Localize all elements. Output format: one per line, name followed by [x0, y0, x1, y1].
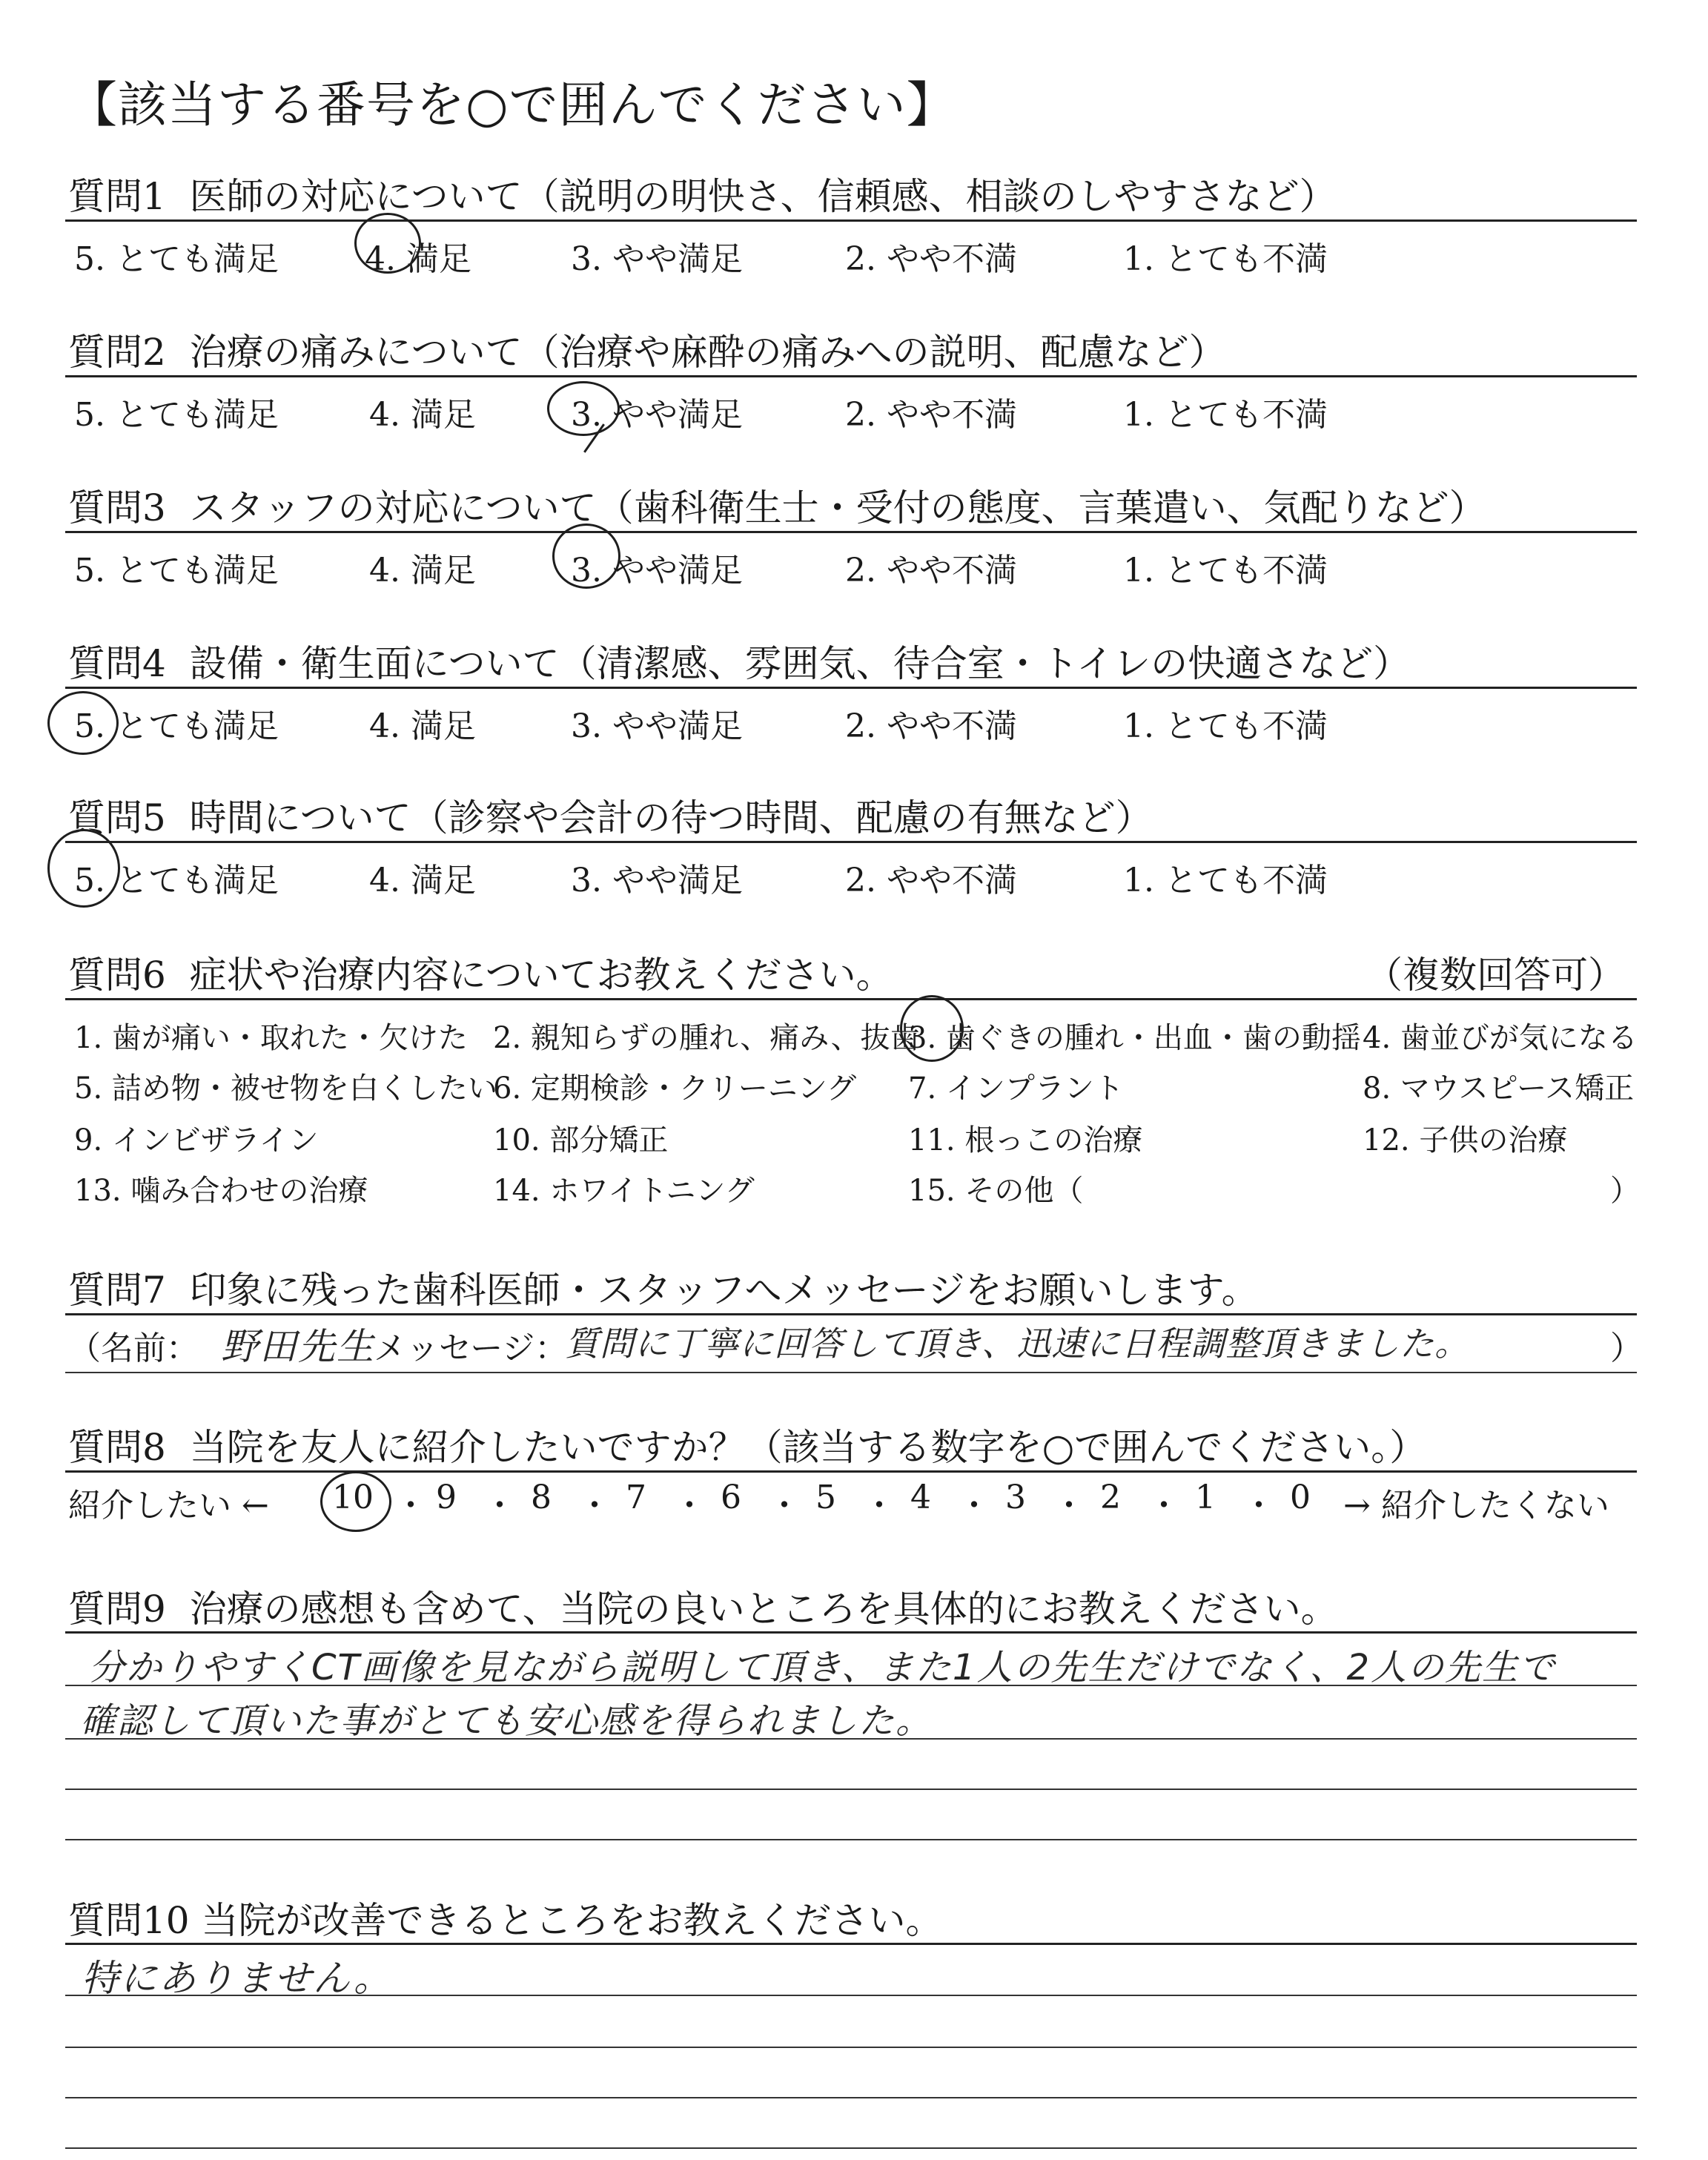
question-5-rule — [65, 841, 1637, 843]
q10-answer-line-1[interactable]: 特にありません。 — [82, 1957, 392, 2000]
q6-item-7[interactable]: 7. インプラント — [908, 1071, 1124, 1106]
question-2-text: 治療の痛みについて（治療や麻酔の痛みへの説明、配慮など） — [189, 331, 1226, 374]
question-4-text: 設備・衛生面について（清潔感、雰囲気、待合室・トイレの快適さなど） — [189, 642, 1411, 685]
q6-item-13[interactable]: 13. 噛み合わせの治療 — [74, 1174, 368, 1208]
q8-score-10[interactable]: 10 — [332, 1479, 374, 1516]
question-2 — [68, 323, 1226, 376]
question-10-text: 当院が改善できるところをお教えください。 — [201, 1899, 943, 1942]
question-6 — [68, 945, 893, 999]
q5-option-3[interactable]: 3. やや満足 — [571, 862, 743, 899]
q2-option-5[interactable]: 5. とても満足 — [74, 396, 279, 434]
q6-item-15-close: ） — [1610, 1174, 1640, 1208]
q1-option-1[interactable]: 1. とても不満 — [1123, 240, 1328, 278]
question-3 — [68, 478, 1486, 532]
q6-item-15[interactable]: 15. その他（ — [908, 1174, 1084, 1208]
q7-name-value[interactable]: 野田先生 — [221, 1325, 375, 1368]
question-1-text: 医師の対応について（説明の明快さ、信頼感、相談のしやすさなど） — [189, 175, 1337, 218]
q7-message-label: メッセージ： — [374, 1330, 568, 1367]
question-7-rule — [65, 1313, 1637, 1315]
q8-score-0[interactable]: 0 — [1290, 1479, 1311, 1516]
q6-item-14[interactable]: 14. ホワイトニング — [493, 1174, 755, 1208]
q4-option-3[interactable]: 3. やや満足 — [571, 707, 743, 745]
q10-line-4 — [65, 2147, 1637, 2149]
question-6-note: （複数回答可） — [1366, 954, 1625, 997]
question-9-label: 質問9 — [68, 1588, 166, 1631]
q4-option-1[interactable]: 1. とても不満 — [1123, 707, 1328, 745]
q8-score-9[interactable]: 9 — [436, 1479, 457, 1516]
q8-score-2[interactable]: 2 — [1100, 1479, 1121, 1516]
page-title: 【該当する番号を○で囲んでください】 — [68, 76, 956, 133]
q3-option-4[interactable]: 4. 満足 — [369, 552, 476, 589]
question-5 — [68, 788, 1153, 842]
question-3-text: スタッフの対応について（歯科衛生士・受付の態度、言葉遣い、気配りなど） — [189, 486, 1486, 529]
q6-item-6[interactable]: 6. 定期検診・クリーニング — [493, 1071, 857, 1106]
q3-option-5[interactable]: 5. とても満足 — [74, 552, 279, 589]
question-10-label: 質問10 — [68, 1899, 190, 1942]
q8-sep: ・ — [768, 1487, 801, 1525]
q8-left-label: 紹介したい ← — [68, 1487, 269, 1525]
q8-sep: ・ — [958, 1487, 990, 1525]
question-1-label: 質問1 — [68, 175, 166, 218]
q5-selection-circle — [47, 829, 120, 908]
q6-item-4[interactable]: 4. 歯並びが気になる — [1363, 1021, 1638, 1055]
q6-item-11[interactable]: 11. 根っこの治療 — [908, 1123, 1143, 1157]
q2-option-3[interactable]: 3. やや満足 — [571, 396, 743, 434]
q8-sep: ・ — [1148, 1487, 1180, 1525]
q2-selection-circle — [547, 381, 620, 436]
q10-line-1 — [65, 1995, 1637, 1996]
q8-sep: ・ — [1053, 1487, 1085, 1525]
question-9 — [68, 1579, 1338, 1633]
question-3-label: 質問3 — [68, 486, 166, 529]
q6-item-10[interactable]: 10. 部分矯正 — [493, 1123, 669, 1157]
q8-sep: ・ — [578, 1487, 611, 1525]
question-5-text: 時間について（診察や会計の待つ時間、配慮の有無など） — [189, 796, 1153, 839]
q8-score-3[interactable]: 3 — [1005, 1479, 1026, 1516]
q2-option-4[interactable]: 4. 満足 — [369, 396, 476, 434]
q6-item-9[interactable]: 9. インビザライン — [74, 1123, 319, 1157]
q9-line-2 — [65, 1738, 1637, 1740]
q8-sep: ・ — [1242, 1487, 1275, 1525]
q1-selection-circle — [354, 213, 421, 274]
q7-close-paren: ） — [1610, 1330, 1643, 1367]
q8-right-label: → 紹介したくない — [1343, 1487, 1609, 1525]
q8-sep: ・ — [863, 1487, 896, 1525]
question-7 — [68, 1261, 1259, 1314]
question-1 — [68, 167, 1337, 220]
q1-option-5[interactable]: 5. とても満足 — [74, 240, 279, 278]
q1-option-4[interactable]: 4. 満足 — [365, 240, 471, 278]
q6-item-5[interactable]: 5. 詰め物・被せ物を白くしたい — [74, 1071, 497, 1106]
q3-option-3[interactable]: 3. やや満足 — [571, 552, 743, 589]
q7-message-value[interactable]: 質問に丁寧に回答して頂き、迅速に日程調整頂きました。 — [565, 1324, 1470, 1364]
q5-option-4[interactable]: 4. 満足 — [369, 862, 476, 899]
q9-answer-line-1[interactable]: 分かりやすくCT画像を見ながら説明して頂き、また1人の先生だけでなく、2人の先生で — [89, 1647, 1557, 1688]
q7-name-label: （名前： — [68, 1330, 199, 1367]
q8-sep: ・ — [394, 1487, 427, 1525]
question-2-label: 質問2 — [68, 331, 166, 374]
q9-line-4 — [65, 1839, 1637, 1840]
q4-option-5[interactable]: 5. とても満足 — [74, 707, 279, 745]
q9-line-3 — [65, 1789, 1637, 1790]
q10-line-3 — [65, 2097, 1637, 2098]
question-8 — [68, 1418, 1426, 1471]
question-3-rule — [65, 531, 1637, 533]
q5-option-5[interactable]: 5. とても満足 — [74, 862, 279, 899]
question-9-text: 治療の感想も含めて、当院の良いところを具体的にお教えください。 — [189, 1588, 1338, 1631]
q1-option-3[interactable]: 3. やや満足 — [571, 240, 743, 278]
question-8-text: 当院を友人に紹介したいですか？（該当する数字を○で囲んでください。） — [189, 1426, 1427, 1469]
q8-sep: ・ — [673, 1487, 706, 1525]
question-7-text: 印象に残った歯科医師・スタッフへメッセージをお願いします。 — [189, 1269, 1259, 1312]
question-4-rule — [65, 687, 1637, 689]
q5-option-2[interactable]: 2. やや不満 — [845, 862, 1017, 899]
q3-selection-circle — [552, 524, 620, 589]
q8-selection-circle — [320, 1471, 391, 1532]
q4-option-4[interactable]: 4. 満足 — [369, 707, 476, 745]
q8-score-8[interactable]: 8 — [531, 1479, 552, 1516]
q6-item-12[interactable]: 12. 子供の治療 — [1363, 1123, 1568, 1157]
question-8-label: 質問8 — [68, 1426, 166, 1469]
q10-line-2 — [65, 2047, 1637, 2048]
q2-option-2[interactable]: 2. やや不満 — [845, 396, 1017, 434]
q9-answer-line-2[interactable]: 確認して頂いた事がとても安心感を得られました。 — [80, 1700, 933, 1742]
q6-item-1[interactable]: 1. 歯が痛い・取れた・欠けた — [74, 1021, 468, 1055]
q6-item-3[interactable]: 3. 歯ぐきの腫れ・出血・歯の動揺 — [908, 1021, 1361, 1055]
q6-item-8[interactable]: 8. マウスピース矯正 — [1363, 1071, 1635, 1106]
q8-score-5[interactable]: 5 — [815, 1479, 836, 1516]
question-7-label: 質問7 — [68, 1269, 166, 1312]
q7-answer-line — [65, 1372, 1637, 1373]
question-9-rule — [65, 1631, 1637, 1634]
question-8-rule — [65, 1470, 1637, 1473]
question-4 — [68, 634, 1410, 687]
q8-sep: ・ — [483, 1487, 516, 1525]
question-10-rule — [65, 1943, 1637, 1945]
q6-selection-circle — [900, 995, 964, 1062]
q3-option-2[interactable]: 2. やや不満 — [845, 552, 1017, 589]
q3-option-1[interactable]: 1. とても不満 — [1123, 552, 1328, 589]
question-6-label: 質問6 — [68, 954, 166, 997]
question-6-text: 症状や治療内容についてお教えください。 — [189, 954, 893, 997]
q4-option-2[interactable]: 2. やや不満 — [845, 707, 1017, 745]
q1-option-2[interactable]: 2. やや不満 — [845, 240, 1017, 278]
q5-option-1[interactable]: 1. とても不満 — [1123, 862, 1328, 899]
question-6-rule — [65, 998, 1637, 1000]
q2-option-1[interactable]: 1. とても不満 — [1123, 396, 1328, 434]
q9-line-1 — [65, 1685, 1637, 1686]
q8-score-6[interactable]: 6 — [721, 1479, 741, 1516]
question-4-label: 質問4 — [68, 642, 166, 685]
q8-score-4[interactable]: 4 — [910, 1479, 931, 1516]
q6-item-2[interactable]: 2. 親知らずの腫れ、痛み、抜歯 — [493, 1021, 920, 1055]
question-1-rule — [65, 219, 1637, 222]
question-10 — [68, 1891, 943, 1944]
q8-score-7[interactable]: 7 — [626, 1479, 646, 1516]
q8-score-1[interactable]: 1 — [1195, 1479, 1216, 1516]
question-5-label: 質問5 — [68, 796, 166, 839]
q4-selection-circle — [47, 691, 119, 755]
question-2-rule — [65, 375, 1637, 377]
